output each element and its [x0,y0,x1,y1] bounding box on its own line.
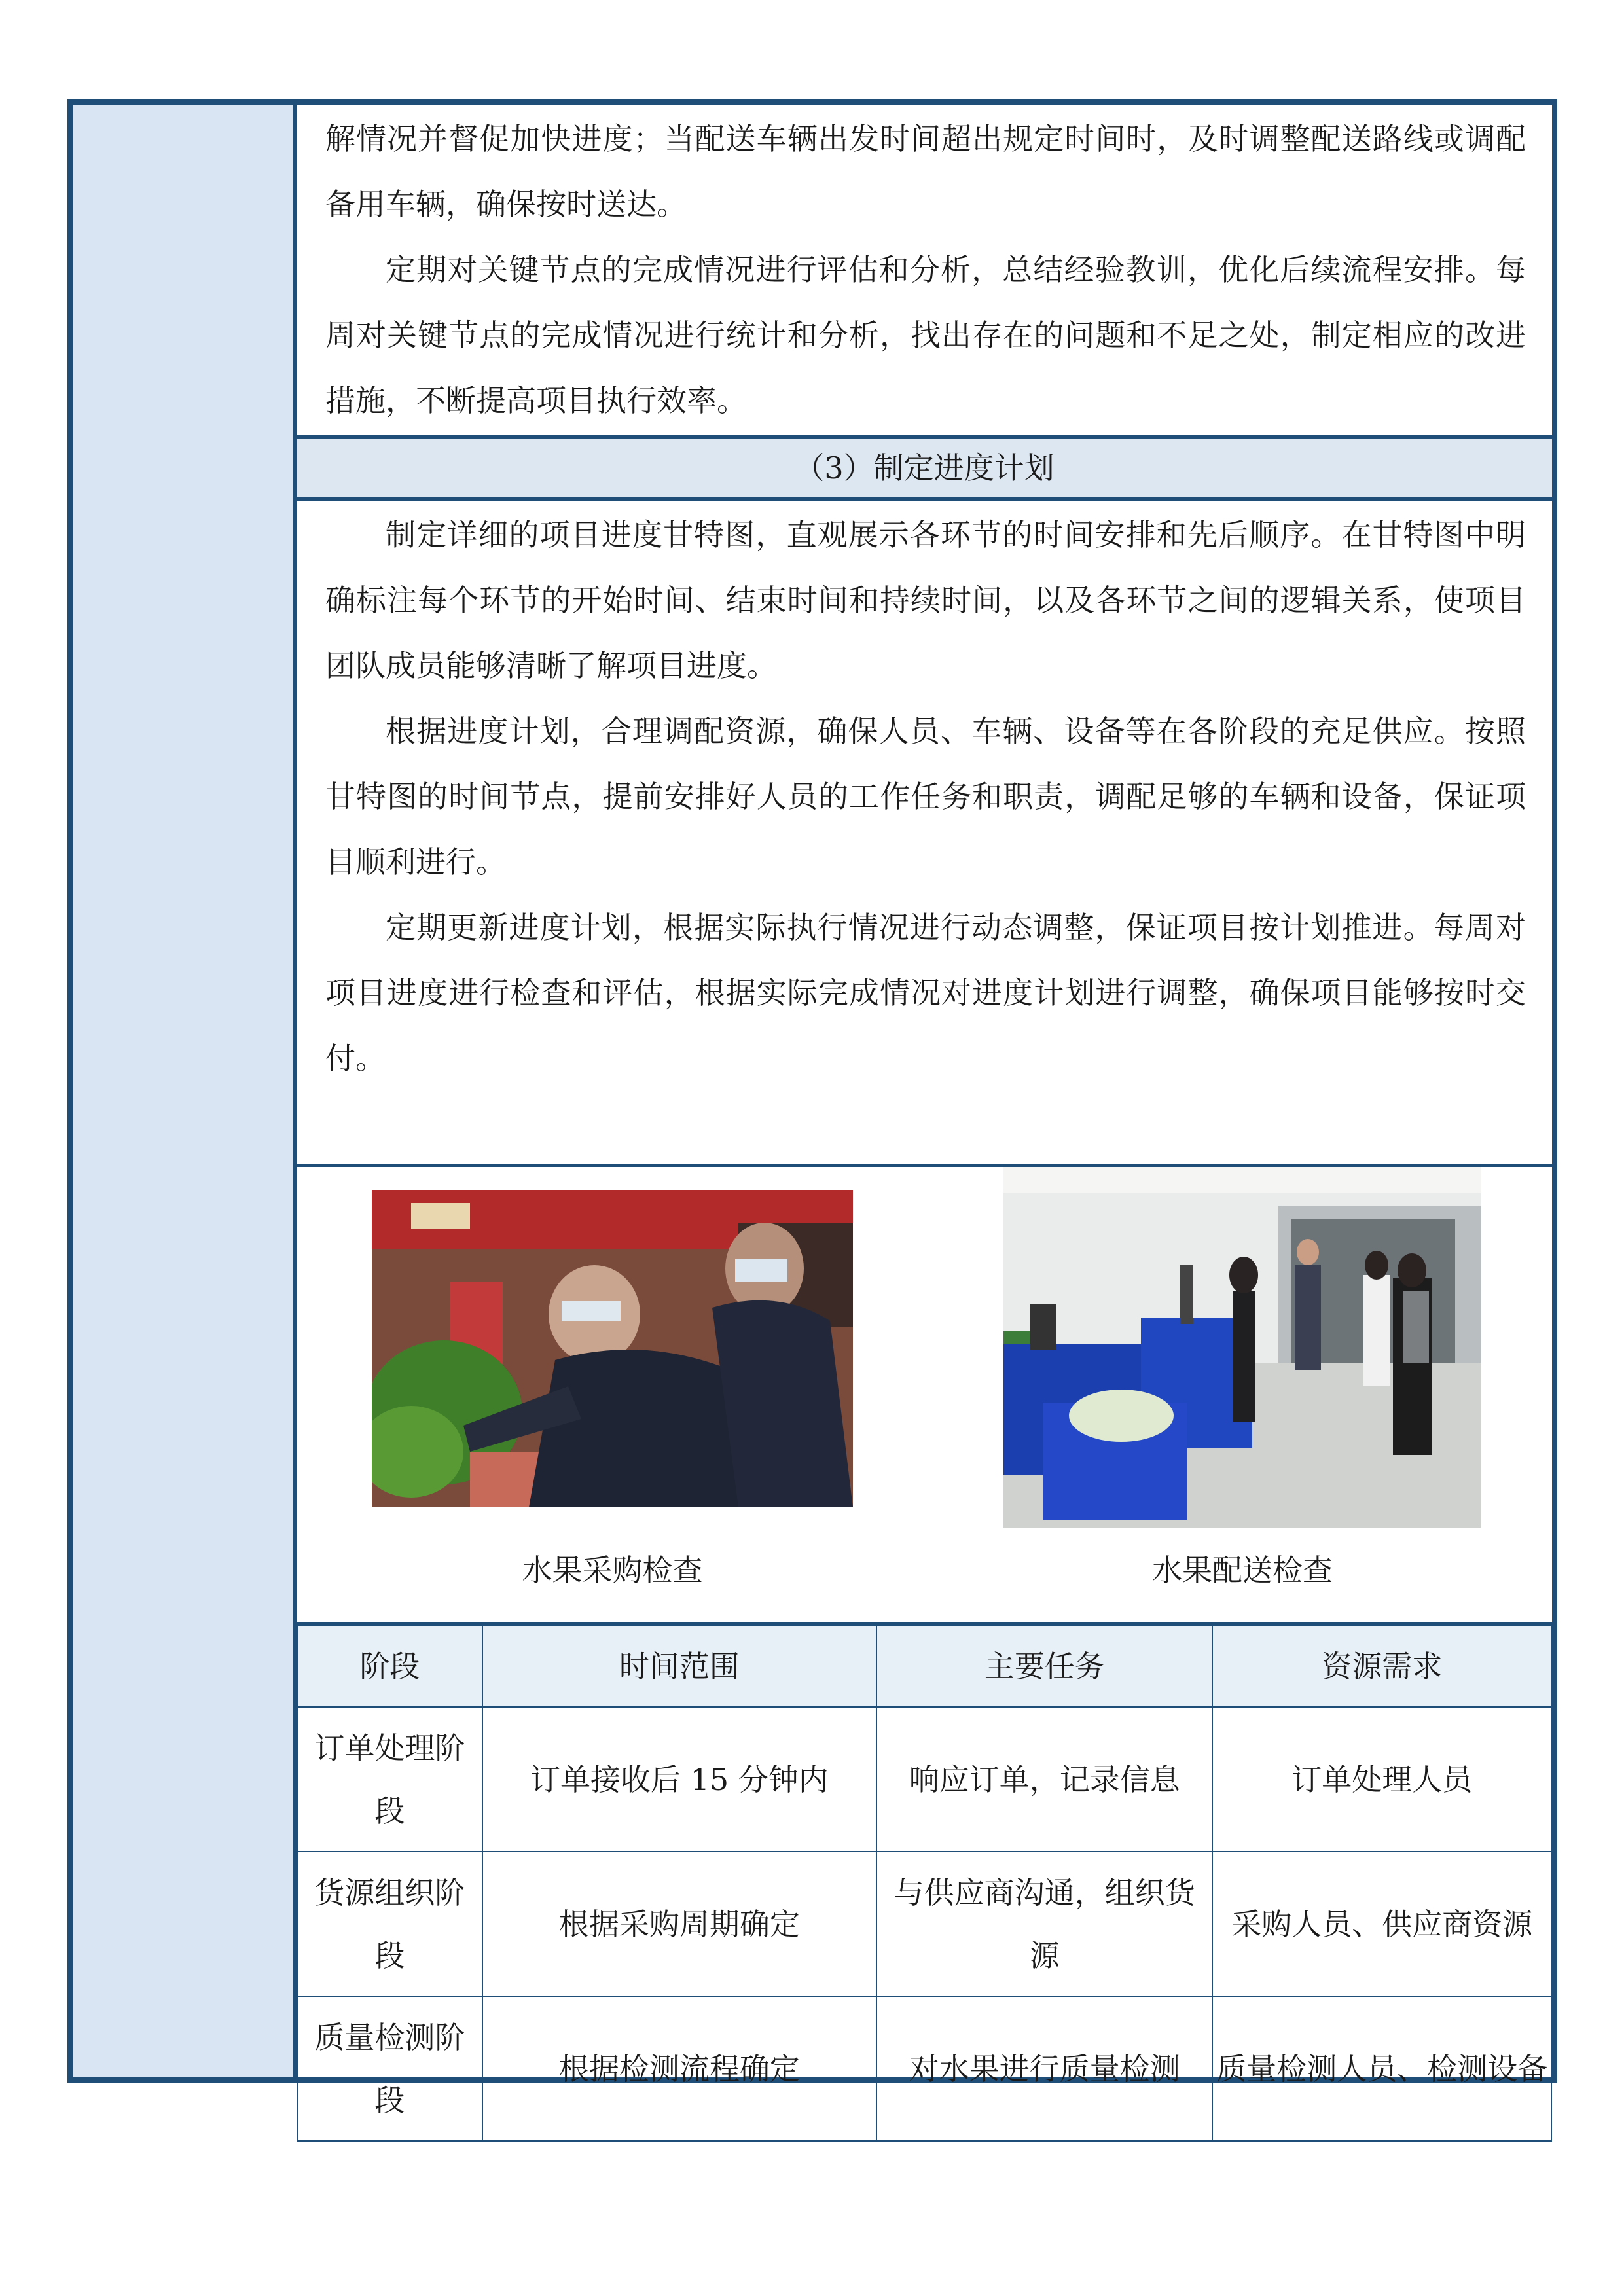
fruit-purchase-inspection-photo [372,1190,853,1507]
photo-section [297,1164,1552,1622]
table-cell: 采购人员、供应商资源 [1212,1852,1551,1996]
paragraph-evaluation: 定期对关键节点的完成情况进行评估和分析，总结经验教训，优化后续流程安排。每周对关键节点的完成情况进行统计和分析，找出存在的问题和不足之处，制定相应的改进措施，不断提高项目执行效率。 [325,252,1526,418]
table-cell: 订单处理阶段 [297,1707,482,1852]
header-phase: 阶段 [297,1626,482,1707]
table-cell: 根据检测流程确定 [482,1996,876,2141]
table-cell: 根据采购周期确定 [482,1852,876,1996]
table-cell: 质量检测阶段 [297,1996,482,2141]
table-cell: 货源组织阶段 [297,1852,482,1996]
table-row [297,1852,1551,1996]
paragraph-gantt: 制定详细的项目进度甘特图，直观展示各环节的时间安排和先后顺序。在甘特图中明确标注每个环节的开始时间、结束时间和持续时间，以及各环节之间的逻辑关系，使项目团队成员能够清晰了解项目进度。 [325,517,1526,683]
table-header-row [297,1626,1551,1707]
paragraph-update: 定期更新进度计划，根据实际执行情况进行动态调整，保证项目按计划推进。每周对项目进度进行检查和评估，根据实际完成情况对进度计划进行调整，确保项目能够按时交付。 [325,910,1526,1076]
header-time-range: 时间范围 [482,1626,876,1707]
paragraph-continuation: 解情况并督促加快进度；当配送车辆出发时间超出规定时间时，及时调整配送路线或调配备用车辆，确保按时送达。 [325,121,1526,222]
fruit-delivery-inspection-photo [1003,1167,1481,1528]
table-cell: 对水果进行质量检测 [876,1996,1212,2141]
schedule-plan-section [297,497,1552,1164]
table-cell: 订单接收后 15 分钟内 [482,1707,876,1852]
content-column [297,105,1552,2118]
header-resource-needs: 资源需求 [1212,1626,1551,1707]
left-photo-caption: 水果采购检查 [522,1552,703,1588]
table-cell: 与供应商沟通，组织货源 [876,1852,1212,1996]
header-main-task: 主要任务 [876,1626,1212,1707]
table-cell: 响应订单，记录信息 [876,1707,1212,1852]
progress-monitoring-section [297,105,1552,435]
paragraph-resources: 根据进度计划，合理调配资源，确保人员、车辆、设备等在各阶段的充足供应。按照甘特图的时间节点，提前安排好人员的工作任务和职责，调配足够的车辆和设备，保证项目顺利进行。 [325,713,1526,880]
phase-table-section [297,1622,1552,2118]
left-label-column [73,105,297,2077]
phase-schedule-table [297,1625,1552,2142]
right-photo-caption: 水果配送检查 [1152,1552,1333,1588]
section-heading: （3）制定进度计划 [297,435,1552,497]
table-cell: 订单处理人员 [1212,1707,1551,1852]
table-cell: 质量检测人员、检测设备 [1212,1996,1551,2141]
table-row [297,1996,1551,2141]
document-frame [67,99,1557,2118]
table-row [297,1707,1551,1852]
